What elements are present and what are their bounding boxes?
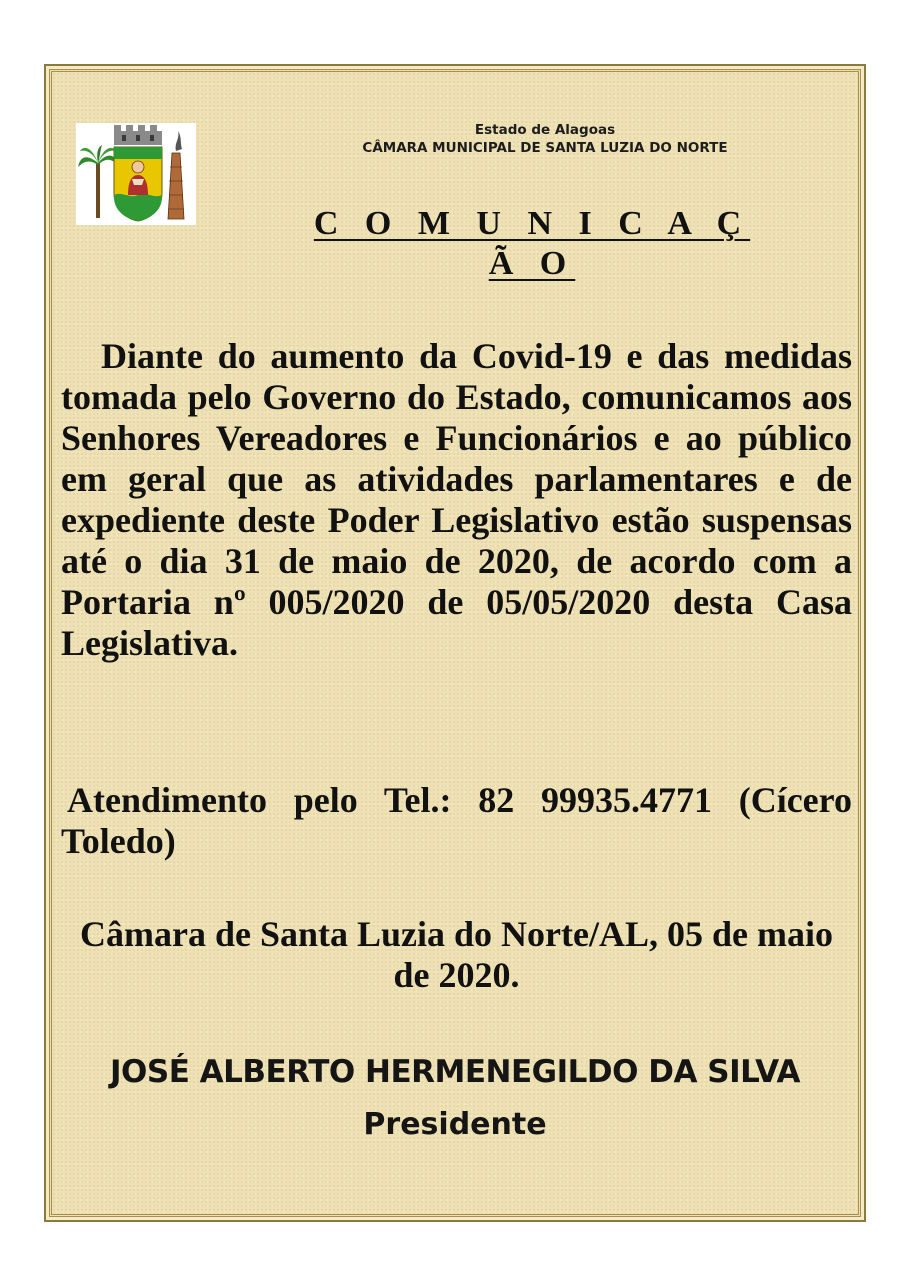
contact-paragraph: Atendimento pelo Tel.: 82 99935.4771 (Cícero Toledo) bbox=[61, 780, 852, 861]
municipal-coat-of-arms-icon bbox=[76, 123, 196, 225]
signatory-role: Presidente bbox=[363, 1107, 547, 1142]
document-paper bbox=[49, 69, 861, 1217]
signatory-name: JOSÉ ALBERTO HERMENEGILDO DA SILVA bbox=[110, 1054, 800, 1090]
page-title: C O M U N I C A Ç Ã O bbox=[313, 205, 751, 282]
document-frame bbox=[44, 64, 866, 1222]
place-date-paragraph: Câmara de Santa Luzia do Norte/AL, 05 de maio de 2020. bbox=[80, 914, 833, 995]
state-name: Estado de Alagoas bbox=[474, 122, 616, 138]
chamber-name: CÂMARA MUNICIPAL DE SANTA LUZIA DO NORTE bbox=[362, 140, 728, 156]
announcement-paragraph: Diante do aumento da Covid-19 e das medidas tomada pelo Governo do Estado, comunicamos aos Senhores Vereadores e Funcionários e ao público em geral que as atividades parlamentares e de expediente deste Poder Legislativo estão suspensas até o dia 31 de maio de 2020, de acordo com a Portaria nº 005/2020 de 05/05/2020 desta Casa Legislativa. bbox=[61, 336, 852, 663]
